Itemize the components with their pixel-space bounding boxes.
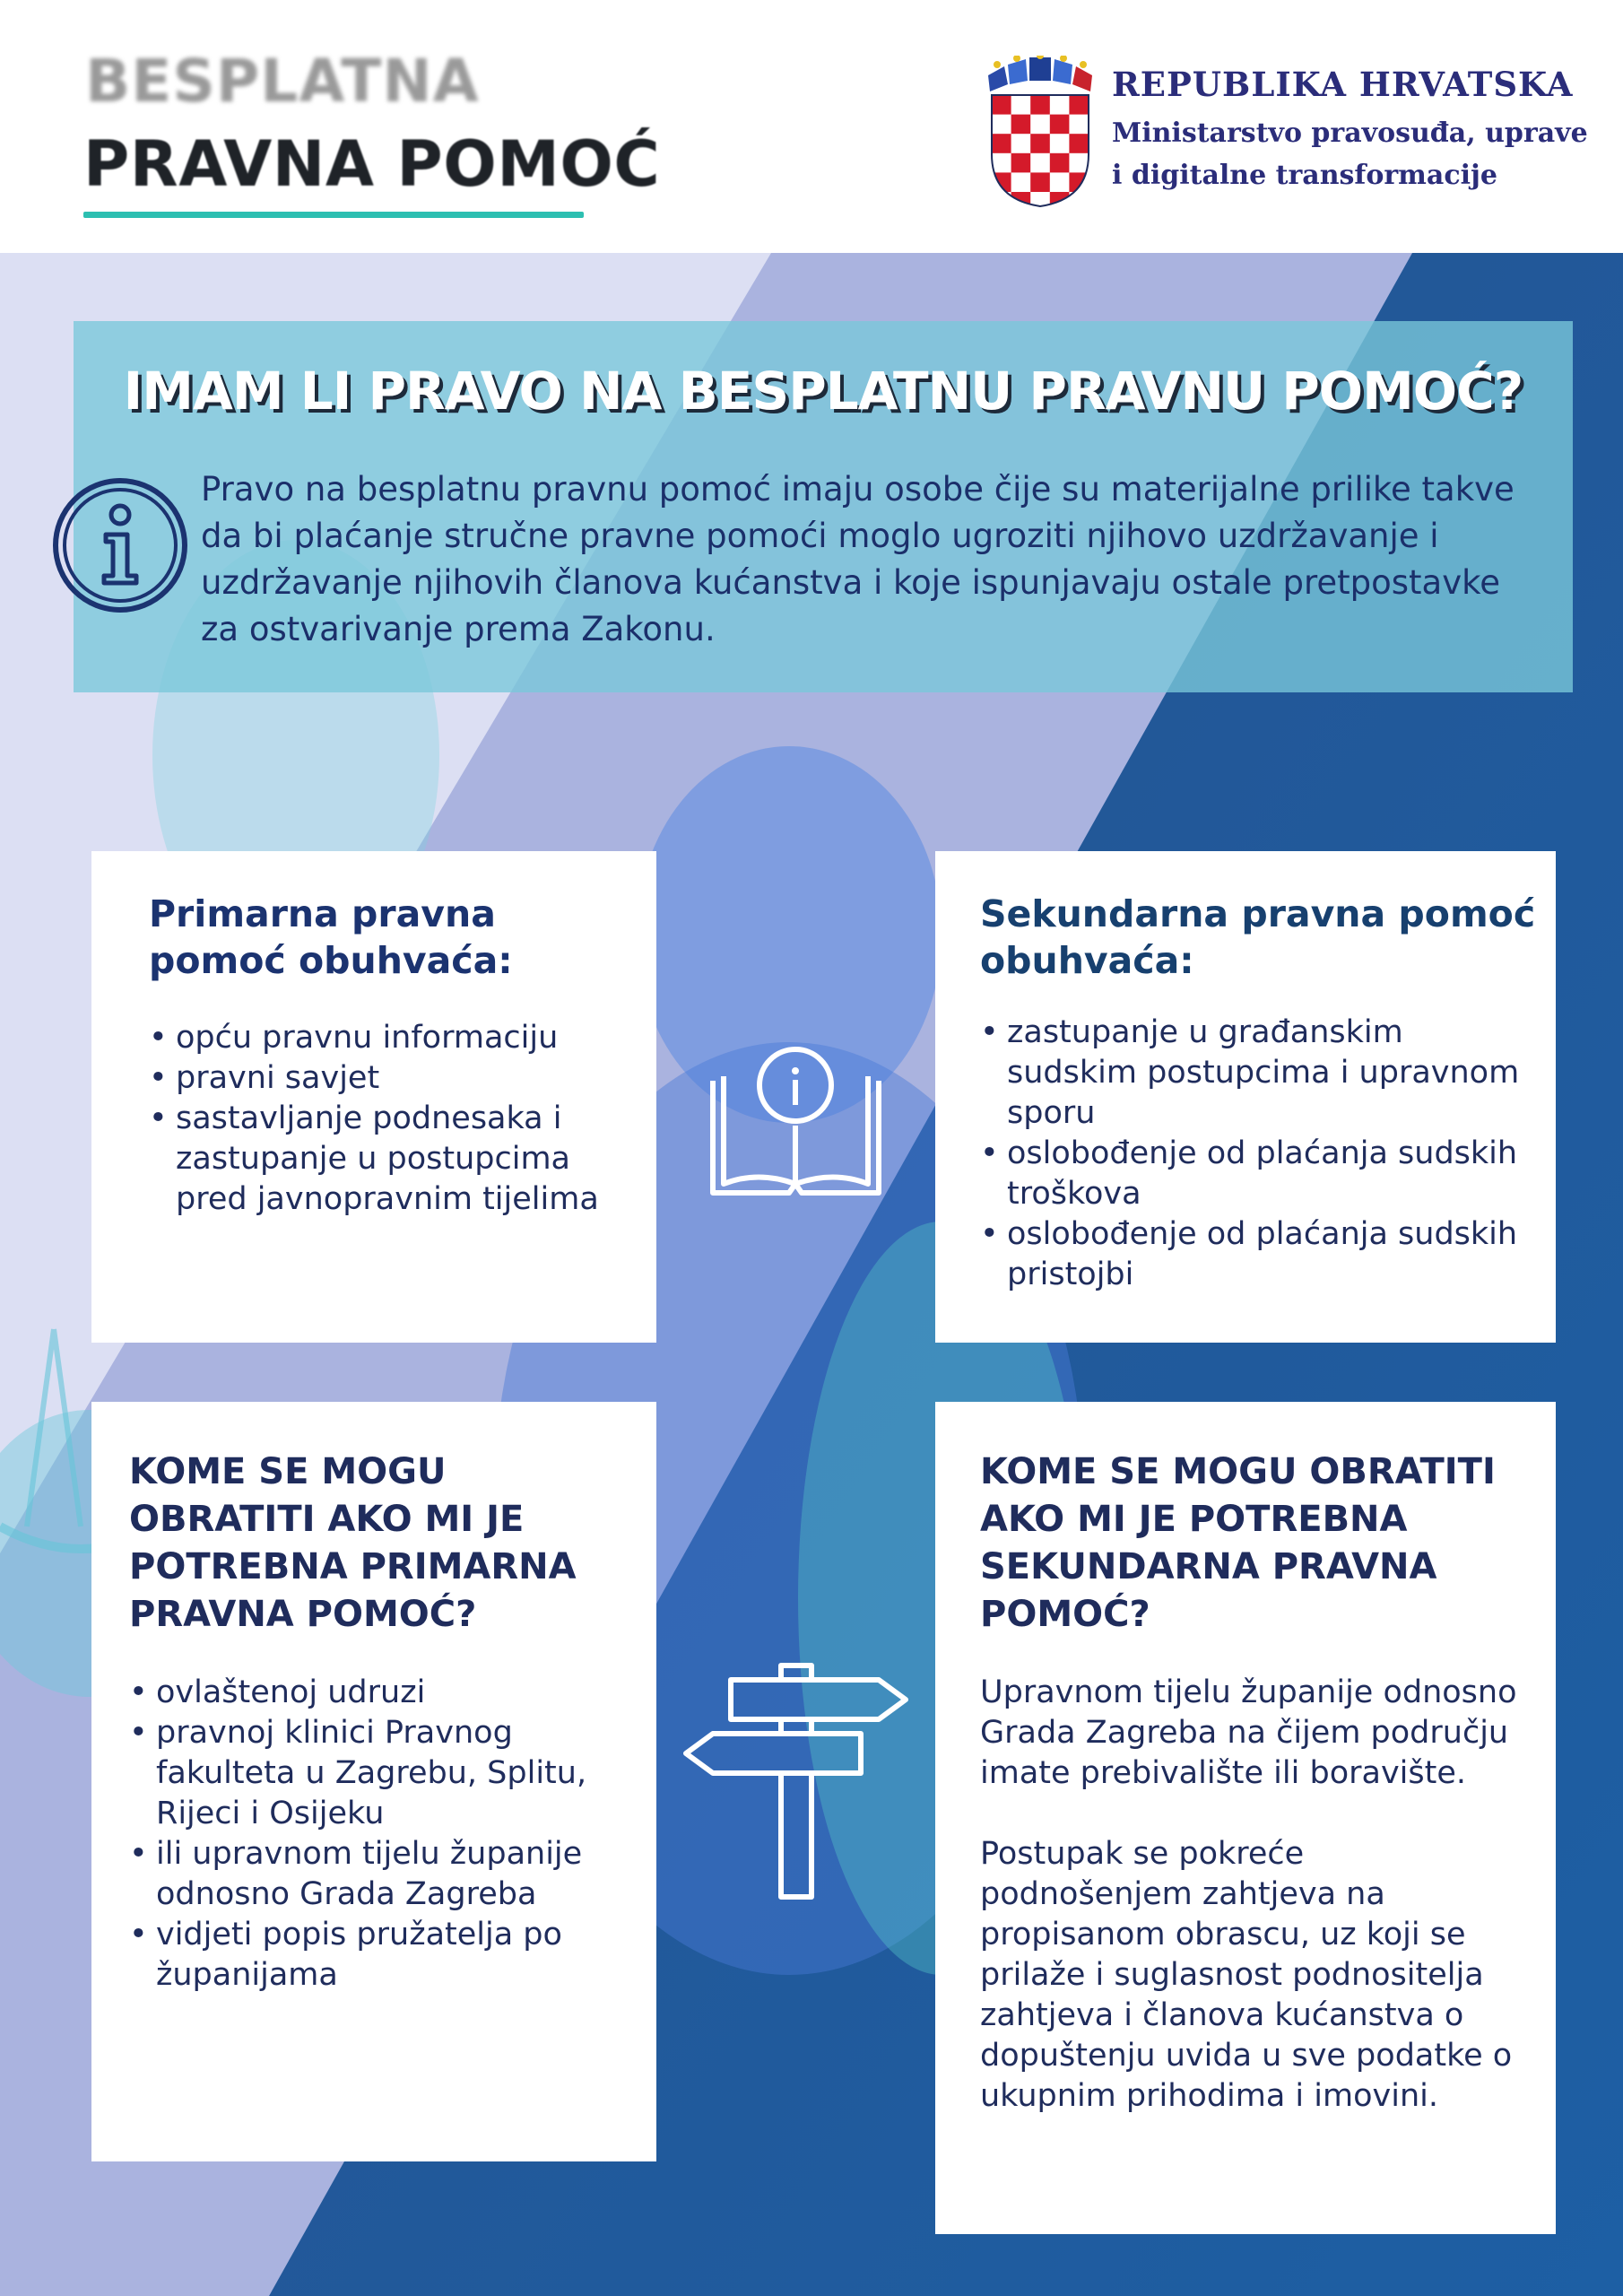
list-item: • ili upravnom tijelu županije odnosno Grada Zagreba	[129, 1834, 640, 1915]
list-item: • ovlaštenoj udruzi	[129, 1673, 640, 1713]
logo-underline	[83, 212, 584, 218]
secondary-aid-card	[935, 851, 1556, 1343]
secondary-contact-paragraph-2: Postupak se pokreće podnošenjem zahtjeva na propisanom obrascu, uz koji se prilaže i suglasnost podnositelja zahtjeva i članova kućanstva o dopuštenju uvida u sve podatke o ukupnim prihodima i imovini.	[980, 1836, 1513, 2114]
primary-aid-list	[149, 1018, 633, 1220]
list-item: • pravnoj klinici Pravnog fakulteta u Zagrebu, Splitu, Rijeci i Osijeku	[129, 1713, 640, 1834]
primary-contact-list	[129, 1673, 640, 1996]
primary-contact-card	[91, 1402, 656, 2161]
intro-title: IMAM LI PRAVO NA BESPLATNU PRAVNU POMOĆ?	[123, 361, 1523, 422]
info-icon	[50, 475, 190, 615]
secondary-contact-title: KOME SE MOGU OBRATITI AKO MI JE POTREBNA SEKUNDARNA PRAVNA POMOĆ?	[980, 1451, 1496, 1635]
logo-text-bottom: PRAVNA POMOĆ	[83, 127, 661, 201]
secondary-aid-title: Sekundarna pravna pomoć obuhvaća:	[980, 892, 1536, 982]
list-item: • oslobođenje od plaćanja sudskih troškova	[980, 1134, 1536, 1214]
list-item: • zastupanje u građanskim sudskim postupcima i upravnom sporu	[980, 1013, 1536, 1134]
primary-aid-title: Primarna pravna pomoć obuhvaća:	[149, 892, 513, 982]
primary-contact-title: KOME SE MOGU OBRATITI AKO MI JE POTREBNA PRIMARNA PRAVNA POMOĆ?	[129, 1451, 577, 1635]
logo-text-top: BESPLATNA	[85, 47, 480, 116]
list-item: • opću pravnu informaciju	[149, 1018, 633, 1058]
list-item: • pravni savjet	[149, 1058, 633, 1099]
primary-aid-card	[91, 851, 656, 1343]
signpost-icon	[677, 1662, 915, 1904]
intro-text: Pravo na besplatnu pravnu pomoć imaju osobe čije su materijalne prilike takve da bi plaćanje stručne pravne pomoći moglo ugroziti njihovo uzdržavanje i uzdržavanje njihovih članova kućanstva i koje ispunjavaju ostale pretpostavke za ostvarivanje prema Zakonu.	[201, 470, 1515, 648]
open-book-info-icon	[704, 1040, 888, 1202]
header	[0, 0, 1623, 253]
secondary-aid-list	[980, 1013, 1536, 1295]
list-item: • sastavljanje podnesaka i zastupanje u postupcima pred javnopravnim tijelima	[149, 1099, 633, 1220]
secondary-contact-paragraph-1: Upravnom tijelu županije odnosno Grada Zagreba na čijem području imate prebivalište ili boravište.	[980, 1674, 1517, 1791]
croatian-coat-of-arms-icon	[985, 56, 1096, 208]
secondary-contact-card	[935, 1402, 1556, 2234]
government-title: REPUBLIKA HRVATSKA	[1112, 65, 1574, 104]
list-item: • vidjeti popis pružatelja po županijama	[129, 1915, 640, 1996]
ministry-name: Ministarstvo pravosuđa, uprave i digitalne transformacije	[1112, 117, 1588, 191]
list-item: • oslobođenje od plaćanja sudskih pristojbi	[980, 1214, 1536, 1295]
